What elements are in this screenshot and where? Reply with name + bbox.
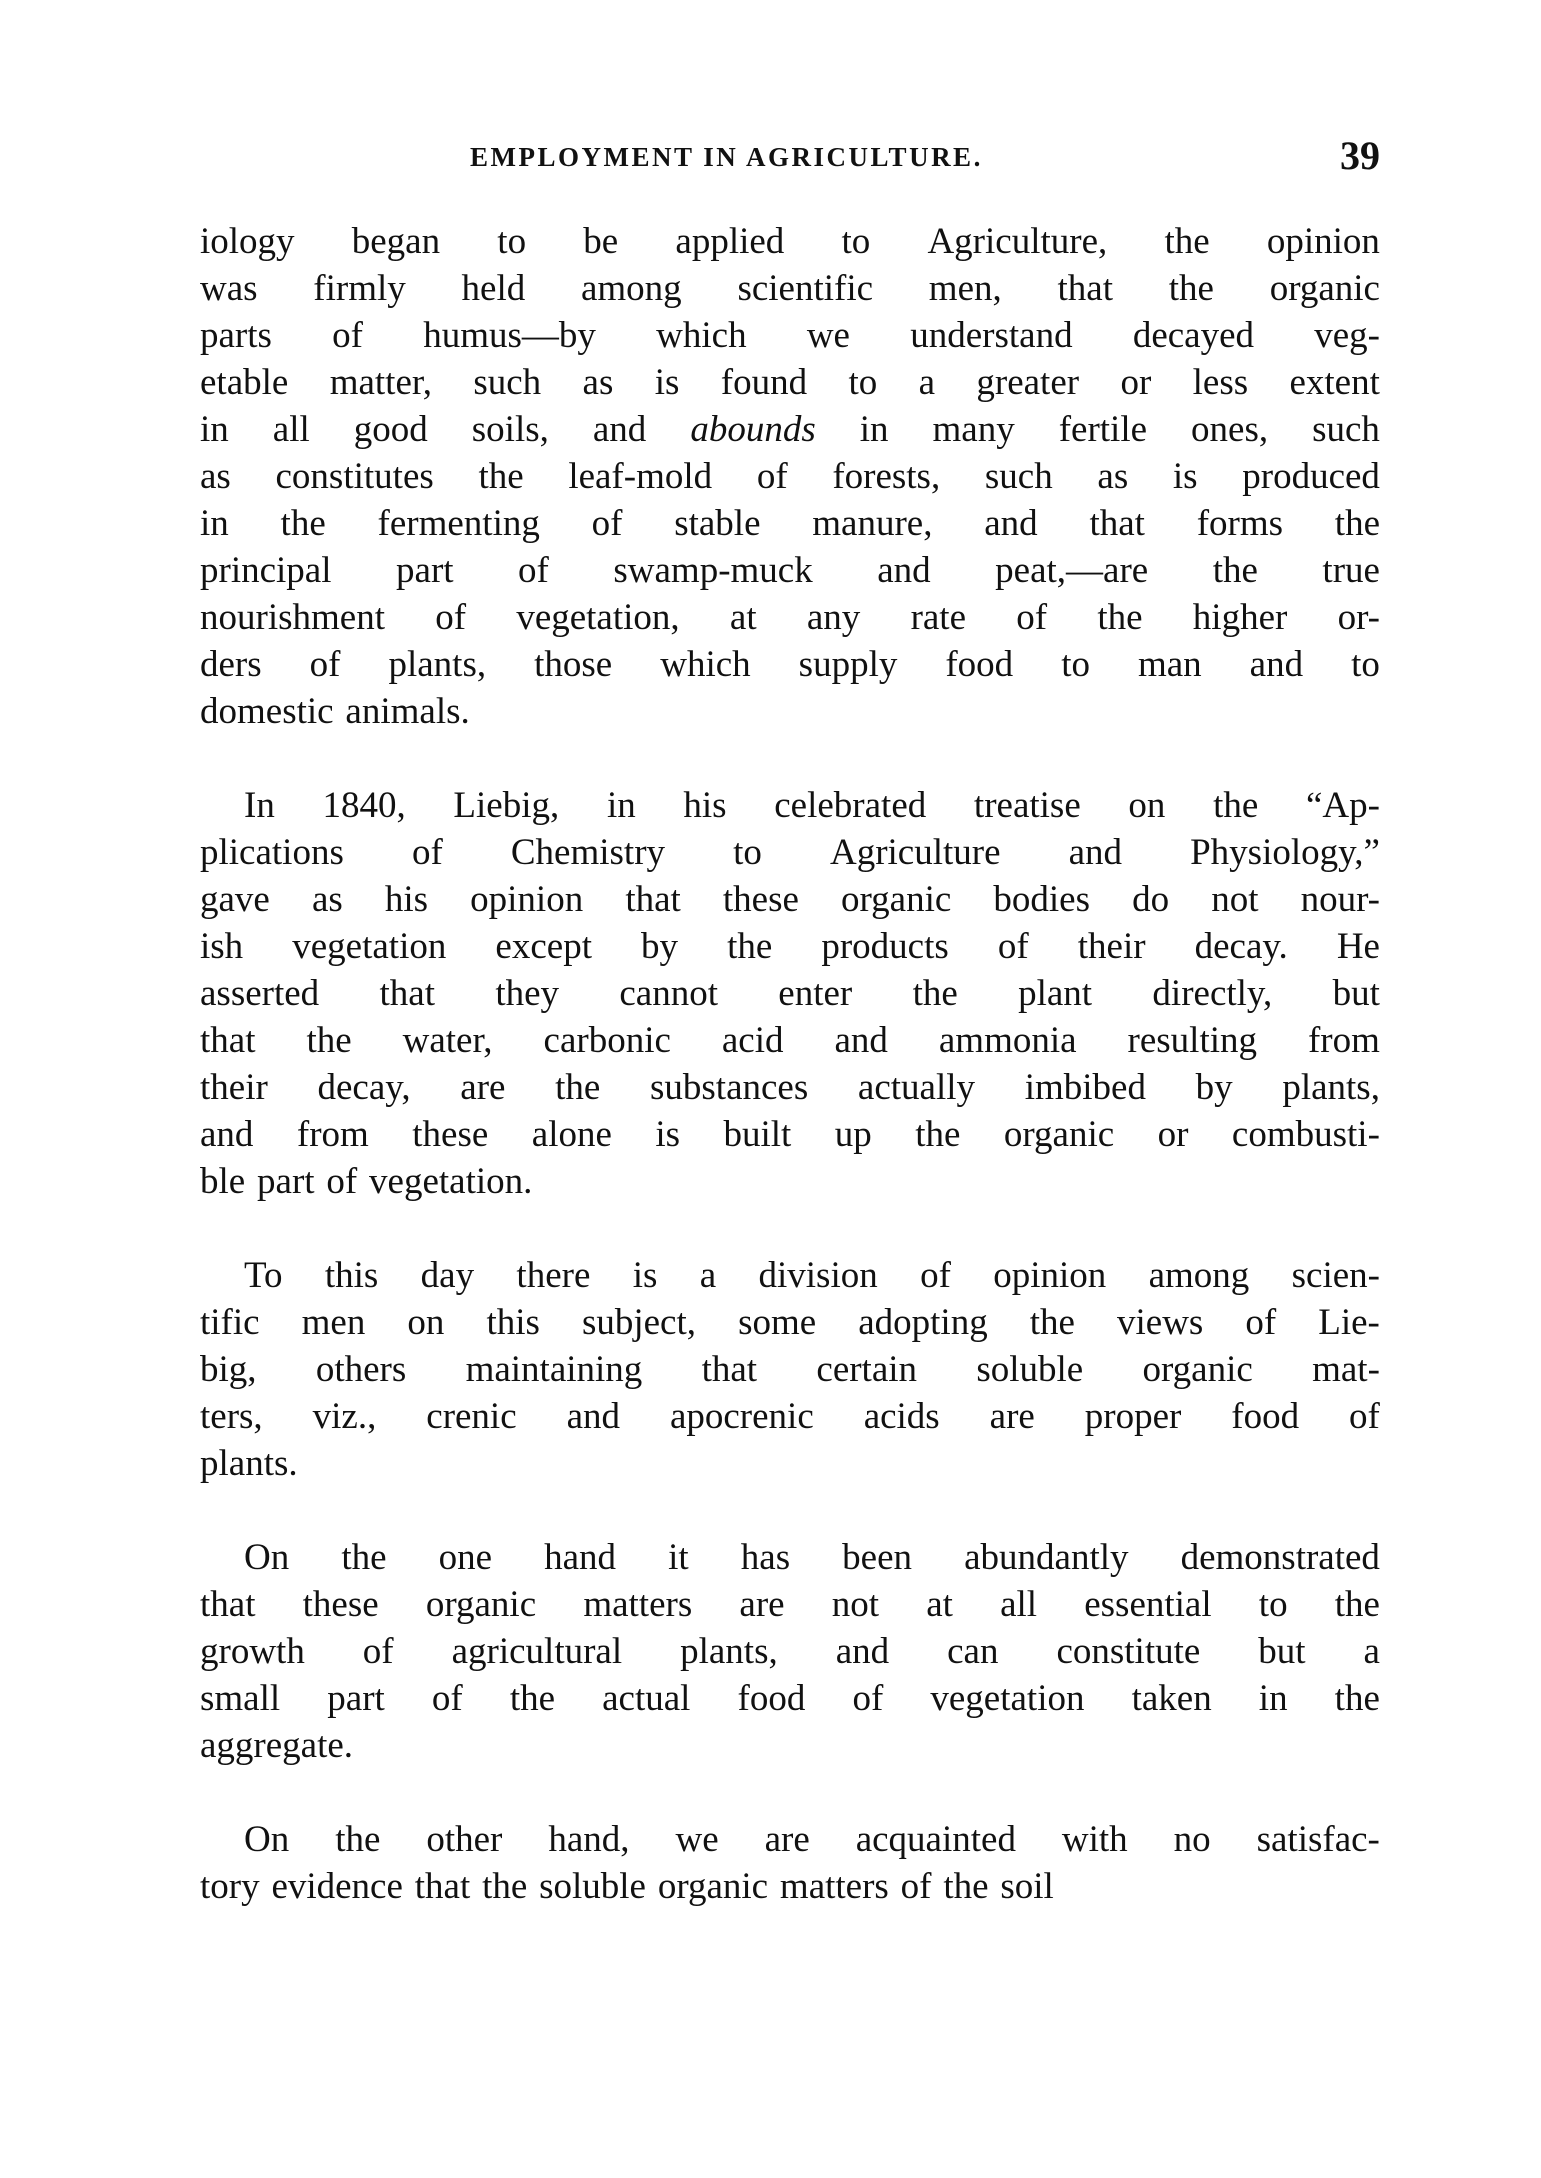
text-line: plants. <box>200 1443 298 1484</box>
text-line: aggregate. <box>200 1725 354 1766</box>
text-line: ters, viz., crenic and apocrenic acids are proper food of <box>200 1396 1380 1437</box>
page-number: 39 <box>1340 133 1380 178</box>
text-line: domestic animals. <box>200 691 470 732</box>
paragraph <box>200 218 1380 735</box>
text-line: asserted that they cannot enter the plant directly, but <box>200 973 1380 1014</box>
text-line: their decay, are the substances actually imbibed by plants, <box>200 1067 1380 1108</box>
paragraph <box>200 1252 1380 1487</box>
paragraph <box>200 1534 1380 1769</box>
text-line: ble part of vegetation. <box>200 1161 533 1202</box>
text-line: growth of agricultural plants, and can constitute but a <box>200 1631 1380 1672</box>
text-line: that the water, carbonic acid and ammonia resulting from <box>200 1020 1380 1061</box>
running-title: EMPLOYMENT IN AGRICULTURE. <box>470 142 983 172</box>
text-line: tific men on this subject, some adopting the views of Lie- <box>200 1302 1380 1343</box>
text-line: and from these alone is built up the organic or combusti- <box>200 1114 1380 1155</box>
text-line: parts of humus—by which we understand decayed veg- <box>200 315 1380 356</box>
text-line: To this day there is a division of opinion among scien- <box>244 1255 1380 1296</box>
text-line: On the one hand it has been abundantly demonstrated <box>244 1537 1380 1578</box>
body-text <box>200 218 1380 1957</box>
text-line: was firmly held among scientific men, that the organic <box>200 268 1380 309</box>
text-line: nourishment of vegetation, at any rate of the higher or- <box>200 597 1380 638</box>
text-line: In 1840, Liebig, in his celebrated treatise on the “Ap- <box>244 785 1380 826</box>
text-line: ders of plants, those which supply food to man and to <box>200 644 1380 685</box>
text-line: in all good soils, and abounds in many fertile ones, such <box>200 409 1380 450</box>
text-line: plications of Chemistry to Agriculture and Physiology,” <box>200 832 1380 873</box>
text-line: gave as his opinion that these organic bodies do not nour- <box>200 879 1380 920</box>
running-head <box>200 132 1380 182</box>
text-line: as constitutes the leaf-mold of forests, such as is produced <box>200 456 1380 497</box>
text-line: small part of the actual food of vegetation taken in the <box>200 1678 1380 1719</box>
text-line: in the fermenting of stable manure, and that forms the <box>200 503 1380 544</box>
paragraph <box>200 782 1380 1205</box>
text-line: etable matter, such as is found to a greater or less extent <box>200 362 1380 403</box>
text-line: tory evidence that the soluble organic matters of the soil <box>200 1866 1054 1907</box>
text-line: ish vegetation except by the products of their decay. He <box>200 926 1380 967</box>
paragraph <box>200 1816 1380 1910</box>
text-line: big, others maintaining that certain soluble organic mat- <box>200 1349 1380 1390</box>
text-line: iology began to be applied to Agriculture, the opinion <box>200 221 1380 262</box>
text-line: that these organic matters are not at all essential to the <box>200 1584 1380 1625</box>
text-line: On the other hand, we are acquainted with no satisfac- <box>244 1819 1380 1860</box>
text-line: principal part of swamp-muck and peat,—are the true <box>200 550 1380 591</box>
